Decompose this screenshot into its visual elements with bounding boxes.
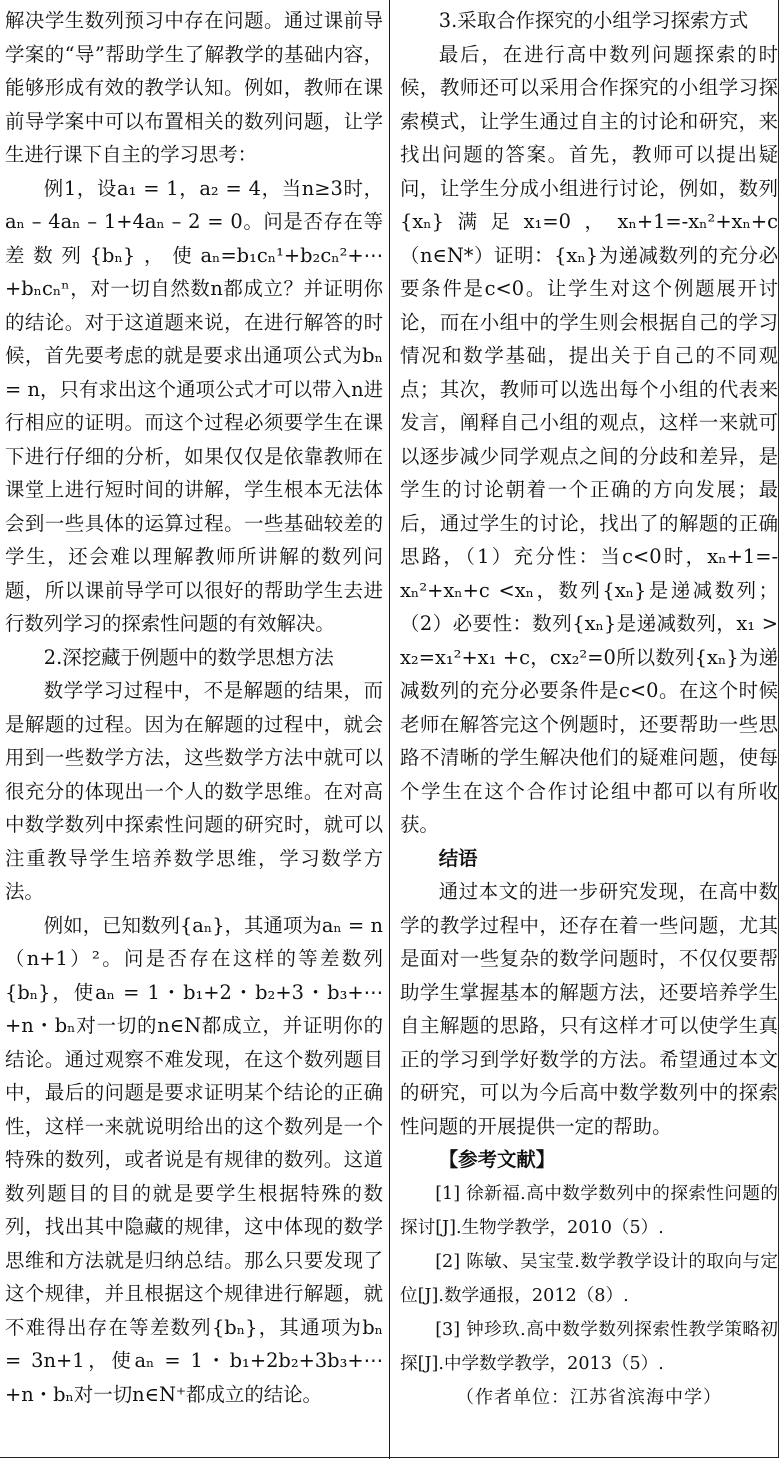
right-column (400, 4, 778, 1414)
paragraph-example-1: 例1，设a₁ = 1，a₂ = 4，当n≥3时，aₙ – 4aₙ – 1+4aₙ – 2 = 0。问是否存在等差数列{bₙ}，使aₙ=b₁cₙ¹+b₂cₙ²+⋯+bₙcₙⁿ，对一切自然数n都成立？并证明你的结论。对于这道题来说，在进行解答的时候，首先要考虑的就是要求出通项公式为bₙ = n，只有求出这个通项公式才可以带入n进行相应的证明。而这个过程必须要学生在课下进行仔细的分析，如果仅仅是依靠教师在课堂上进行短时间的讲解，学生根本无法体会到一些具体的运算过程。一些基础较差的学生，还会难以理解教师所讲解的数列问题，所以课前导学可以很好的帮助学生去进行数列学习的探索性问题的有效解决。 (5, 176, 383, 635)
conclusion-heading: 结语 (438, 846, 478, 870)
paragraph-math-thinking: 数学学习过程中，不是解题的结果，而是解题的过程。因为在解题的过程中，就会用到一些数学方法，这些数学方法中就可以很充分的体现出一个人的数学思维。在对高中数学数列中探索性问题的研究时，就可以注重教导学生培养数学思维，学习数学方法。 (5, 679, 383, 903)
reference-item-3: [3] 钟珍玖.高中数学数列探索性教学策略初探[J].中学数学教学，2013（5）. (400, 1319, 778, 1374)
reference-item-1: [1] 徐新福.高中数学数列中的探索性问题的探讨[J].生物学教学，2010（5）. (400, 1183, 778, 1238)
paragraph-example-2: 例如，已知数列{aₙ}，其通项为aₙ = n（n+1）²。问是否存在这样的等差数列{bₙ}，使aₙ = 1・b₁+2・b₂+3・b₃+⋯+n・bₙ对一切的n∈N都成立，并证明你的结论。通过观察不难发现，在这个数列题目中，最后的问题是要求证明某个结论的正确性，这样一来就说明给出的这个数列是一个特殊的数列，或者说是有规律的数列。这道数列题目的目的就是要学生根据特殊的数列，找出其中隐藏的规律，这中体现的数学思维和方法就是归纳总结。那么只要发现了这个规律，并且根据这个规律进行解题，就不难得出存在等差数列{bₙ}，其通项为bₙ = 3n+1，使aₙ = 1・b₁+2b₂+3b₃+⋯+n・bₙ对一切n∈N⁺都成立的结论。 (5, 913, 383, 1406)
left-column (5, 4, 383, 1411)
paragraph-preview-issue: 解决学生数列预习中存在问题。通过课前导学案的“导”帮助学生了解教学的基础内容，能够形成有效的教学认知。例如，教师在课前导学案中可以布置相关的数列问题，让学生进行课下自主的学习思考： (5, 9, 383, 166)
column-divider (389, 0, 390, 1459)
references-heading: 【参考文献】 (438, 1148, 556, 1171)
reference-item-2: [2] 陈敏、吴宝莹.数学教学设计的取向与定位[J].数学通报，2012（8）. (400, 1251, 778, 1306)
section-heading-3: 3.采取合作探究的小组学习探索方式 (438, 9, 749, 32)
paragraph-cooperative-learning: 最后，在进行高中数列问题探索的时候，教师还可以采用合作探究的小组学习探索模式，让学生通过自主的讨论和研究，来找出问题的答案。首先，教师可以提出疑问，让学生分成小组进行讨论，例如，数列{xₙ}满足x₁=0，xₙ+1=-xₙ²+xₙ+c（n∈N*）证明：{xₙ}为递减数列的充分必要条件是c<0。让学生对这个例题展开讨论，而在小组中的学生则会根据自己的学习情况和数学基础，提出关于自己的不同观点；其次，教师可以选出每个小组的代表来发言，阐释自己小组的观点，这样一来就可以逐步减少同学观点之间的分歧和差异，是学生的讨论朝着一个正确的方向发展；最后，通过学生的讨论，找出了的解题的正确思路，（1）充分性：当c<0时，xₙ+1=-xₙ²+xₙ+c <xₙ，数列{xₙ}是递减数列；（2）必要性：数列{xₙ}是递减数列，x₁ > x₂=x₁²+x₁ +c，cx₂²=0所以数列{xₙ}为递减数列的充分必要条件是c<0。在这个时候老师在解答完这个例题时，还要帮助一些思路不清晰的学生解决他们的疑难问题，使每个学生在这个合作讨论组中都可以有所收获。 (400, 42, 778, 836)
paragraph-conclusion: 通过本文的进一步研究发现，在高中数学的教学过程中，还存在着一些问题，尤其是面对一些复杂的数学问题时，不仅仅要帮助学生掌握基本的解题方法，还要培养学生自主解题的思路，只有这样才可以使学生真正的学习到学好数学的方法。希望通过本文的研究，可以为今后高中数学数列中的探索性问题的开展提供一定的帮助。 (400, 880, 778, 1138)
author-affiliation: （作者单位：江苏省滨海中学） (456, 1386, 722, 1408)
section-heading-2: 2.深挖藏于例题中的数学思想方法 (43, 645, 334, 669)
